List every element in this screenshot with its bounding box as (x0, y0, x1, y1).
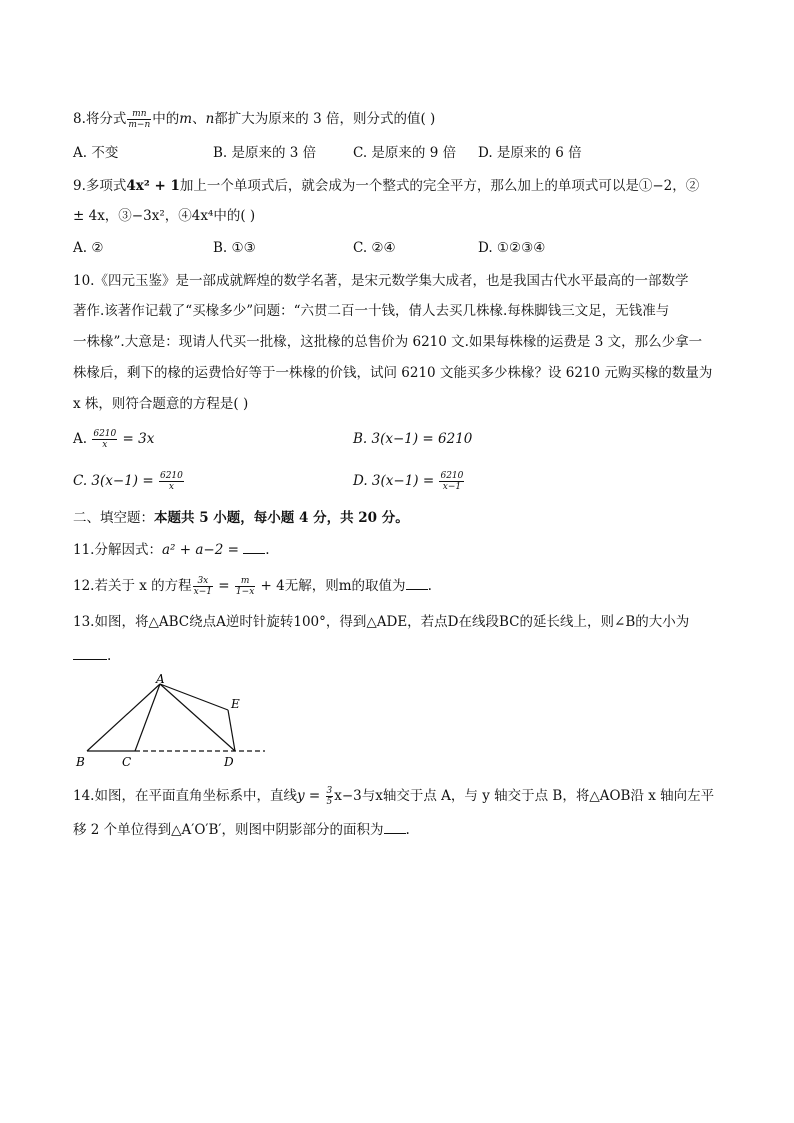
q10-stem-line1: 10.《四元玉鉴》是一部成就辉煌的数学名著，是宋元数学集大成者，也是我国古代水平最高的一部数学 (73, 273, 689, 289)
q9-stem-line2: ± 4x，③−3x²，④4x⁴中的( ) (73, 208, 256, 224)
q11-stem: 11.分解因式：a² + a−2 = . (73, 539, 269, 560)
label-b: B (76, 755, 85, 769)
label-d: D (224, 755, 234, 769)
q12-stem: 12.若关于 x 的方程 $\frac{3x}{x-1}$ = $\frac{m}{1-x}$ + 4无解，则m的取值为 . (73, 576, 432, 597)
q8-option-b[interactable]: B. 是原来的 3 倍 (213, 145, 317, 161)
segment-ab (87, 684, 160, 751)
segment-ad (160, 684, 235, 751)
q13-stem-line1: 13.如图，将△ABC绕点A逆时针旋转100°，得到△ADE，若点D在线段BC的延长线上，则∠B的大小为 (73, 614, 690, 630)
q9-stem-line1: 9.多项式4x² + 1加上一个单项式后，就会成为一个整式的完全平方，那么加上的单项式可以是①−2，② (73, 178, 700, 194)
label-c: C (122, 755, 132, 769)
q8-option-a[interactable]: A. 不变 (73, 145, 119, 161)
segment-de (228, 710, 235, 751)
q10-stem-line4: 株椽后，剩下的椽的运费恰好等于一株椽的价钱，试问 6210 文能买多少株椽？设 6210 元购买椽的数量为 (73, 365, 713, 381)
q13-stem-line2: . (73, 645, 111, 666)
q12-answer-blank[interactable] (406, 575, 428, 590)
q10-stem-line3: 一株椽”.大意是：现请人代买一批椽，这批椽的总售价为 6210 文.如果每株椽的运费是 3 文，那么少拿一 (73, 334, 703, 350)
q8-option-d[interactable]: D. 是原来的 6 倍 (478, 145, 582, 161)
q10-option-d[interactable]: D. 3(x−1) = $\frac{6210}{x-1}$ (353, 471, 464, 492)
q13-figure (70, 672, 270, 772)
label-e: E (231, 697, 240, 711)
q10-option-c[interactable]: C. 3(x−1) = $\frac{6210}{x}$ (73, 471, 183, 492)
section-heading: 二、填空题：本题共 5 小题，每小题 4 分，共 20 分。 (73, 510, 409, 526)
q9-option-a[interactable]: A. ② (73, 240, 104, 256)
q13-answer-blank[interactable] (73, 645, 107, 660)
segment-ac (135, 684, 160, 751)
q9-option-d[interactable]: D. ①②③④ (478, 240, 546, 256)
label-a: A (156, 672, 165, 686)
q10-stem-line5: x 株，则符合题意的方程是( ) (73, 396, 249, 412)
q9-option-c[interactable]: C. ②④ (353, 240, 396, 256)
q9-option-b[interactable]: B. ①③ (213, 240, 256, 256)
q8-option-c[interactable]: C. 是原来的 9 倍 (353, 145, 457, 161)
q10-stem-line2: 著作.该著作记载了“买椽多少”问题：“六贯二百一十钱，倩人去买几株椽.每株脚钱三文足，无钱准与 (73, 303, 670, 319)
q10-option-a[interactable]: A. $\frac{6210}{x}$ = 3x (73, 429, 155, 450)
segment-ae (160, 684, 228, 710)
q14-stem-line2: 移 2 个单位得到△A′O′B′，则图中阴影部分的面积为 . (73, 819, 410, 840)
q8-fraction: $\frac{mn}{m-n}$ (128, 109, 151, 130)
q14-answer-blank[interactable] (384, 819, 406, 834)
q10-option-b[interactable]: B. 3(x−1) = 6210 (353, 431, 473, 447)
q14-stem-line1: 14.如图，在平面直角坐标系中，直线y = $\frac{3}{5}$ x−3与x轴交于点 A，与 y 轴交于点 B，将△AOB沿 x 轴向左平 (73, 786, 715, 807)
q11-answer-blank[interactable] (243, 539, 265, 554)
q8-stem: 8.将分式 $\frac{mn}{m-n}$ 中的m、n都扩大为原来的 3 倍，则分式的值( ) (73, 109, 436, 130)
